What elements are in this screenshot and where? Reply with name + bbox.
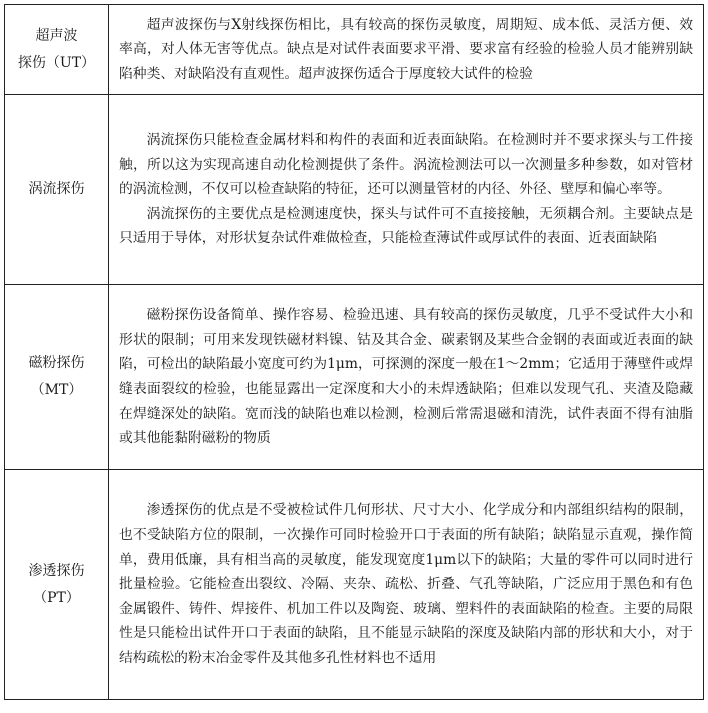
description-cell xyxy=(109,95,704,285)
method-name: 超声波 xyxy=(35,27,78,44)
description-paragraph: 超声波探伤与X射线探伤相比，具有较高的探伤灵敏度，周期短、成本低、灵活方便、效率高，对人体无害等优点。缺点是对试件表面要求平滑、要求富有经验的检验人员才能辨别缺陷种类、对缺陷没有直观性。超声波探伤适合于厚度较大试件的检验 xyxy=(119,16,693,82)
description-paragraph: 涡流探伤的主要优点是检测速度快，探头与试件可不直接接触，无须耦合剂。主要缺点是只适用于导体，对形状复杂试件难做检查，只能检查薄试件或厚试件的表面、近表面缺陷 xyxy=(119,205,693,247)
table-row-ut xyxy=(5,5,704,95)
ndt-methods-table xyxy=(4,4,704,700)
table-row-et xyxy=(5,95,704,285)
method-cell xyxy=(5,470,109,700)
method-abbrev: （MT） xyxy=(30,382,83,398)
method-name: 渗透探伤 xyxy=(28,562,85,579)
description-cell xyxy=(109,5,704,95)
description-paragraph: 涡流探伤只能检查金属材料和构件的表面和近表面缺陷。在检测时并不要求探头与工件接触，所以这为实现高速自动化检测提供了条件。涡流检测法可以一次测量多种参数，如对管材的涡流检测，不仅可以检查缺陷的特征，还可以测量管材的内径、外径、壁厚和偏心率等。 xyxy=(119,132,693,198)
method-cell xyxy=(5,5,109,95)
method-name: 磁粉探伤 xyxy=(28,355,85,371)
method-cell xyxy=(5,95,109,285)
description-paragraph: 磁粉探伤设备简单、操作容易、检验迅速、具有较高的探伤灵敏度，几乎不受试件大小和形状的限制；可用来发现铁磁材料镍、钴及其合金、碳素钢及某些合金钢的表面或近表面的缺陷，可检出的缺陷最小宽度可约为1μm，可探测的深度一般在1～2mm；它适用于薄壁件或焊缝表面裂纹的检验，也能显露出一定深度和大小的未焊透缺陷；但难以发现气孔、夹渣及隐藏在焊缝深处的缺陷。宽而浅的缺陷也难以检测，检测后常需退磁和清洗，试件表面不得有油脂或其他能黏附磁粉的物质 xyxy=(119,307,693,447)
description-cell xyxy=(109,285,704,470)
method-abbrev: （PT） xyxy=(33,589,80,606)
description-cell xyxy=(109,470,704,700)
table-row-mt xyxy=(5,285,704,470)
table-row-pt xyxy=(5,470,704,700)
description-paragraph: 渗透探伤的优点是不受被检试件几何形状、尺寸大小、化学成分和内部组织结构的限制，也不受缺陷方位的限制，一次操作可同时检验开口于表面的所有缺陷；缺陷显示直观，操作简单，费用低廉，具有相当高的灵敏度，能发现宽度1μm以下的缺陷；大量的零件可以同时进行批量检验。它能检查出裂纹、冷隔、夹杂、疏松、折叠、气孔等缺陷，广泛应用于黑色和有色金属锻件、铸件、焊接件、机加工件以及陶瓷、玻璃、塑料件的表面缺陷的检查。主要的局限性是只能检出试件开口于表面的缺陷，且不能显示缺陷的深度及缺陷内部的形状和大小，对于结构疏松的粉末冶金零件及其他多孔性材料也不适用 xyxy=(119,502,693,666)
method-cell xyxy=(5,285,109,470)
method-abbrev: 探伤（UT） xyxy=(17,54,96,71)
method-name: 涡流探伤 xyxy=(28,181,85,197)
